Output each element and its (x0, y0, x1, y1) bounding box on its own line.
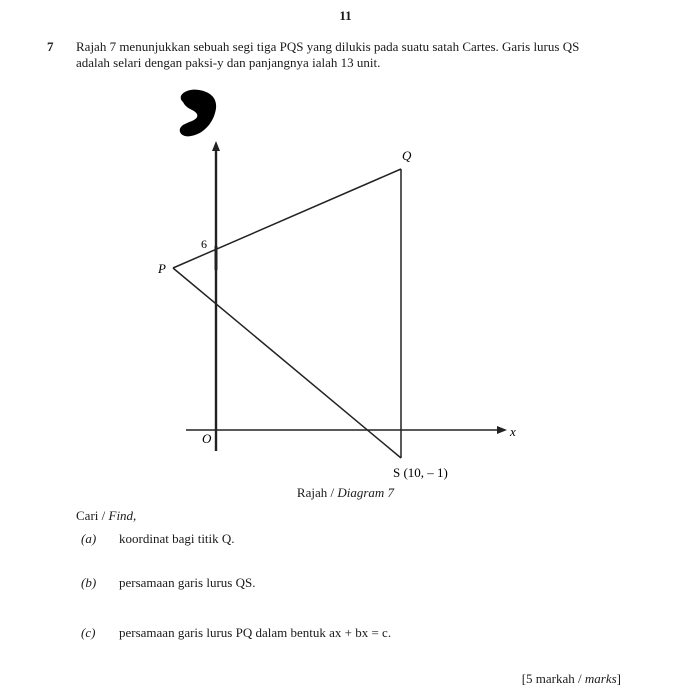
part-c-text: persamaan garis lurus PQ dalam bentuk ax + bx = c. (119, 625, 392, 640)
question-line-2: adalah selari dengan paksi-y dan panjangnya ialah 13 unit. (76, 55, 381, 70)
marks-label: [5 markah / marks] (521, 671, 621, 686)
part-a-text: koordinat bagi titik Q. (119, 531, 235, 546)
page-number: 11 (339, 8, 352, 23)
line-PQ (173, 169, 401, 268)
question-number: 7 (47, 39, 54, 54)
point-Q-label: Q (402, 148, 412, 163)
figure-caption: Rajah / Diagram 7 (296, 485, 395, 500)
part-b-text: persamaan garis lurus QS. (119, 575, 256, 590)
question-line-1: Rajah 7 menunjukkan sebuah segi tiga PQS yang dilukis pada suatu satah Cartes. Garis lurus QS (76, 39, 580, 54)
x-axis-label: x (510, 424, 516, 439)
redaction-blob (180, 90, 216, 137)
find-label: Cari / Find, (76, 508, 137, 523)
x-axis-arrow (497, 426, 507, 434)
part-b-label: (b) (81, 575, 97, 590)
y-axis-arrow (212, 141, 220, 151)
part-a-label: (a) (81, 531, 97, 546)
point-P-label: P (158, 261, 166, 276)
y-tick-6-label: 6 (201, 237, 207, 251)
point-S-label: S (10, – 1) (393, 465, 448, 480)
origin-label: O (202, 431, 212, 446)
part-c-label: (c) (81, 625, 96, 640)
